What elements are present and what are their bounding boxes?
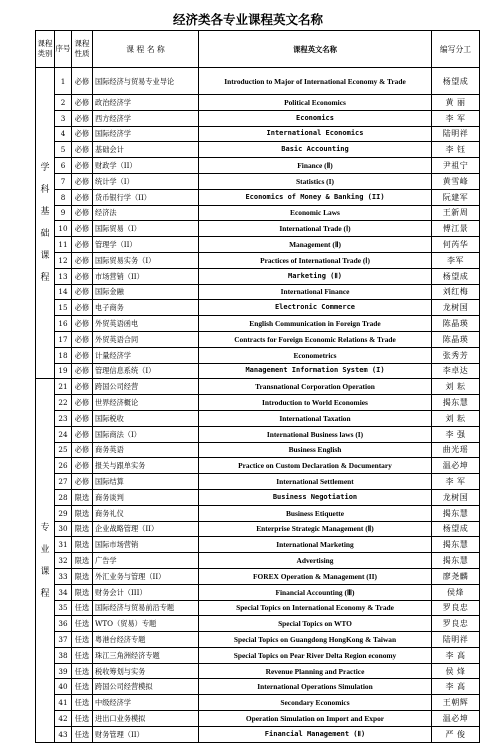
course-table [35, 30, 480, 743]
table-row [36, 663, 480, 679]
table-row [36, 726, 480, 742]
row-name-en: Business English [199, 442, 432, 458]
row-name-en: Marketing (Ⅱ) [199, 268, 432, 284]
row-author: 曲光瑶 [432, 442, 480, 458]
row-name-en: Special Topics on International Economy & Trade [199, 600, 432, 616]
row-name-en: Special Topics on WTO [199, 616, 432, 632]
row-author: 刘 耘 [432, 410, 480, 426]
row-type: 必修 [72, 205, 93, 221]
row-author: 傅江景 [432, 221, 480, 237]
row-author: 李 强 [432, 426, 480, 442]
row-name-cn: 管理信息系统（I） [93, 363, 199, 379]
row-type: 限选 [72, 505, 93, 521]
row-type: 必修 [72, 474, 93, 490]
table-body [36, 68, 480, 743]
row-type: 必修 [72, 268, 93, 284]
row-author: 李 高 [432, 679, 480, 695]
row-name-en: Finance (Ⅱ) [199, 158, 432, 174]
row-type: 限选 [72, 584, 93, 600]
row-name-cn: 世界经济概论 [93, 395, 199, 411]
row-name-cn: 经济法 [93, 205, 199, 221]
header-type: 课程性质 [72, 31, 93, 68]
row-name-en: International Marketing [199, 537, 432, 553]
row-name-en: Economic Laws [199, 205, 432, 221]
row-no: 22 [55, 395, 72, 411]
row-name-cn: 国际贸易实务（I） [93, 252, 199, 268]
row-name-cn: 管理学（II） [93, 237, 199, 253]
row-author: 何芮华 [432, 237, 480, 253]
row-author: 黄雪峰 [432, 173, 480, 189]
row-name-cn: 西方经济学 [93, 110, 199, 126]
row-name-cn: 广告学 [93, 553, 199, 569]
header-no: 序号 [55, 31, 72, 68]
table-row [36, 268, 480, 284]
row-no: 3 [55, 110, 72, 126]
row-author: 李 军 [432, 474, 480, 490]
row-no: 11 [55, 237, 72, 253]
row-author: 尹祖宁 [432, 158, 480, 174]
table-row [36, 205, 480, 221]
row-author: 李 军 [432, 110, 480, 126]
row-no: 23 [55, 410, 72, 426]
row-name-en: Management (Ⅱ) [199, 237, 432, 253]
row-type: 任选 [72, 711, 93, 727]
row-name-cn: 国际市场营销 [93, 537, 199, 553]
row-name-cn: 电子商务 [93, 300, 199, 316]
header-name-en: 课程英文名称 [199, 31, 432, 68]
table-row [36, 110, 480, 126]
row-type: 任选 [72, 632, 93, 648]
row-author: 张秀芳 [432, 347, 480, 363]
row-type: 任选 [72, 726, 93, 742]
page-title: 经济类各专业课程英文名称 [172, 12, 323, 27]
row-no: 19 [55, 363, 72, 379]
row-name-en: International Settlement [199, 474, 432, 490]
table-row [36, 410, 480, 426]
row-name-cn: WTO（贸易）专题 [93, 616, 199, 632]
table-row [36, 347, 480, 363]
row-name-en: Operation Simulation on Import and Expor [199, 711, 432, 727]
row-name-cn: 财政学（II） [93, 158, 199, 174]
row-name-cn: 企业战略管理（II） [93, 521, 199, 537]
header-name-cn: 课 程 名 称 [93, 31, 199, 68]
row-type: 必修 [72, 173, 93, 189]
row-author: 李 钰 [432, 142, 480, 158]
row-no: 24 [55, 426, 72, 442]
row-no: 14 [55, 284, 72, 300]
row-type: 必修 [72, 189, 93, 205]
row-type: 必修 [72, 379, 93, 395]
row-type: 必修 [72, 158, 93, 174]
table-row [36, 695, 480, 711]
row-author: 刘红梅 [432, 284, 480, 300]
row-name-en: International Business laws (I) [199, 426, 432, 442]
row-author: 杨望成 [432, 268, 480, 284]
row-type: 任选 [72, 600, 93, 616]
row-name-en: International Finance [199, 284, 432, 300]
row-author: 温必坤 [432, 458, 480, 474]
row-name-cn: 进出口业务模拟 [93, 711, 199, 727]
row-type: 必修 [72, 110, 93, 126]
table-row [36, 474, 480, 490]
row-author: 罗良忠 [432, 616, 480, 632]
table-row [36, 505, 480, 521]
row-author: 杨望成 [432, 68, 480, 95]
row-name-en: Financial Accounting (Ⅲ) [199, 584, 432, 600]
row-type: 必修 [72, 426, 93, 442]
row-name-cn: 税收筹划与实务 [93, 663, 199, 679]
row-author: 刘 耘 [432, 379, 480, 395]
row-name-cn: 商务礼仪 [93, 505, 199, 521]
row-name-cn: 国际经济学 [93, 126, 199, 142]
row-author: 王朝辉 [432, 695, 480, 711]
row-name-en: Economics of Money & Banking (II) [199, 189, 432, 205]
row-name-cn: 珠江三角洲经济专题 [93, 647, 199, 663]
table-row [36, 458, 480, 474]
row-name-cn: 国际金融 [93, 284, 199, 300]
table-row [36, 489, 480, 505]
row-name-cn: 国际税收 [93, 410, 199, 426]
table-row [36, 68, 480, 95]
row-no: 28 [55, 489, 72, 505]
table-row [36, 221, 480, 237]
table-row [36, 600, 480, 616]
row-no: 17 [55, 331, 72, 347]
table-row [36, 521, 480, 537]
row-name-en: Economics [199, 110, 432, 126]
row-no: 27 [55, 474, 72, 490]
row-name-cn: 市场营销（II） [93, 268, 199, 284]
row-author: 揭东慧 [432, 553, 480, 569]
row-no: 37 [55, 632, 72, 648]
row-no: 12 [55, 252, 72, 268]
row-author: 罗良忠 [432, 600, 480, 616]
row-type: 任选 [72, 616, 93, 632]
table-row [36, 584, 480, 600]
row-author: 黄 丽 [432, 95, 480, 111]
row-name-cn: 财务会计（III） [93, 584, 199, 600]
row-name-en: Special Topics on Guangdong HongKong & Taiwan [199, 632, 432, 648]
row-author: 廖尧麟 [432, 568, 480, 584]
row-name-en: Secondary Economics [199, 695, 432, 711]
row-name-en: International Trade (Ⅰ) [199, 221, 432, 237]
row-name-en: Business Etiquette [199, 505, 432, 521]
table-row [36, 537, 480, 553]
row-no: 30 [55, 521, 72, 537]
row-no: 10 [55, 221, 72, 237]
table-row [36, 300, 480, 316]
table-row [36, 95, 480, 111]
row-no: 2 [55, 95, 72, 111]
row-no: 35 [55, 600, 72, 616]
row-name-en: Revenue Planning and Practice [199, 663, 432, 679]
row-name-cn: 基础会计 [93, 142, 199, 158]
table-row [36, 158, 480, 174]
row-name-en: Introduction to Major of International Economy & Trade [199, 68, 432, 95]
row-no: 25 [55, 442, 72, 458]
category-major-courses: 专业课程 [36, 379, 55, 742]
row-type: 任选 [72, 695, 93, 711]
row-name-cn: 财务管理（II） [93, 726, 199, 742]
table-row [36, 189, 480, 205]
table-row [36, 711, 480, 727]
row-author: 龙树国 [432, 300, 480, 316]
row-name-cn: 跨国公司经营模拟 [93, 679, 199, 695]
row-author: 侯 烽 [432, 663, 480, 679]
table-row [36, 363, 480, 379]
row-type: 限选 [72, 521, 93, 537]
table-row [36, 284, 480, 300]
row-author: 严 俊 [432, 726, 480, 742]
table-header-row [36, 31, 480, 68]
header-author: 编写分工 [432, 31, 480, 68]
row-name-cn: 商务英语 [93, 442, 199, 458]
row-name-cn: 计量经济学 [93, 347, 199, 363]
row-name-en: International Economics [199, 126, 432, 142]
row-type: 任选 [72, 663, 93, 679]
row-name-en: Management Information System (I) [199, 363, 432, 379]
row-name-en: Econometrics [199, 347, 432, 363]
row-name-en: Contracts for Foreign Economic Relations & Trade [199, 331, 432, 347]
row-name-en: Political Economics [199, 95, 432, 111]
row-name-cn: 国际贸易（I） [93, 221, 199, 237]
row-author: 杨望成 [432, 521, 480, 537]
row-name-en: International Operations Simulation [199, 679, 432, 695]
row-no: 13 [55, 268, 72, 284]
row-name-cn: 货币银行学（II） [93, 189, 199, 205]
row-name-cn: 中级经济学 [93, 695, 199, 711]
row-type: 限选 [72, 553, 93, 569]
row-name-en: FOREX Operation & Management (II) [199, 568, 432, 584]
table-row [36, 568, 480, 584]
table-row [36, 395, 480, 411]
row-author: 揭东慧 [432, 537, 480, 553]
row-type: 限选 [72, 489, 93, 505]
row-name-cn: 外贸英语函电 [93, 316, 199, 332]
row-no: 4 [55, 126, 72, 142]
row-name-cn: 国际结算 [93, 474, 199, 490]
row-name-cn: 国际经济与贸易专业导论 [93, 68, 199, 95]
row-name-en: Enterprise Strategic Management (Ⅱ) [199, 521, 432, 537]
header-category: 课程类别 [36, 31, 55, 68]
row-author: 王新周 [432, 205, 480, 221]
row-name-en: English Communication in Foreign Trade [199, 316, 432, 332]
row-type: 必修 [72, 300, 93, 316]
row-type: 任选 [72, 679, 93, 695]
row-name-en: Transnational Corporation Operation [199, 379, 432, 395]
row-author: 李卓达 [432, 363, 480, 379]
row-type: 必修 [72, 395, 93, 411]
row-author: 龙树国 [432, 489, 480, 505]
row-name-cn: 外汇业务与管理（II） [93, 568, 199, 584]
row-no: 38 [55, 647, 72, 663]
table-row [36, 379, 480, 395]
row-name-en: Financial Management (Ⅱ) [199, 726, 432, 742]
row-type: 必修 [72, 252, 93, 268]
row-no: 40 [55, 679, 72, 695]
row-no: 32 [55, 553, 72, 569]
row-name-cn: 报关与跟单实务 [93, 458, 199, 474]
row-name-en: Electronic Commerce [199, 300, 432, 316]
row-type: 必修 [72, 284, 93, 300]
row-no: 21 [55, 379, 72, 395]
row-type: 必修 [72, 68, 93, 95]
row-author: 温必坤 [432, 711, 480, 727]
row-name-en: Business Negotiation [199, 489, 432, 505]
table-row [36, 426, 480, 442]
row-type: 必修 [72, 331, 93, 347]
row-name-en: Practice on Custom Declaration & Documentary [199, 458, 432, 474]
table-row [36, 237, 480, 253]
row-type: 限选 [72, 537, 93, 553]
row-name-cn: 商务谈判 [93, 489, 199, 505]
row-no: 39 [55, 663, 72, 679]
row-name-en: Practices of International Trade (Ⅰ) [199, 252, 432, 268]
row-no: 31 [55, 537, 72, 553]
table-row [36, 126, 480, 142]
row-name-cn: 国际商法（I） [93, 426, 199, 442]
row-name-cn: 粤港台经济专题 [93, 632, 199, 648]
row-name-cn: 政治经济学 [93, 95, 199, 111]
row-no: 34 [55, 584, 72, 600]
row-author: 侯烽 [432, 584, 480, 600]
row-name-cn: 统计学（I） [93, 173, 199, 189]
row-type: 必修 [72, 142, 93, 158]
row-name-cn: 外贸英语合同 [93, 331, 199, 347]
table-row [36, 142, 480, 158]
row-no: 42 [55, 711, 72, 727]
row-no: 7 [55, 173, 72, 189]
row-no: 43 [55, 726, 72, 742]
row-type: 必修 [72, 410, 93, 426]
row-type: 必修 [72, 316, 93, 332]
row-type: 必修 [72, 95, 93, 111]
row-no: 41 [55, 695, 72, 711]
table-row [36, 442, 480, 458]
row-type: 必修 [72, 442, 93, 458]
row-no: 16 [55, 316, 72, 332]
table-row [36, 553, 480, 569]
row-no: 5 [55, 142, 72, 158]
row-name-en: Introduction to World Economies [199, 395, 432, 411]
row-author: 阮建军 [432, 189, 480, 205]
row-type: 任选 [72, 647, 93, 663]
row-type: 必修 [72, 237, 93, 253]
row-author: 陆明祥 [432, 632, 480, 648]
row-name-en: Basic Accounting [199, 142, 432, 158]
row-no: 8 [55, 189, 72, 205]
table-row [36, 679, 480, 695]
row-author: 陆明祥 [432, 126, 480, 142]
row-type: 必修 [72, 363, 93, 379]
row-type: 必修 [72, 458, 93, 474]
row-no: 36 [55, 616, 72, 632]
row-author: 李 高 [432, 647, 480, 663]
table-row [36, 331, 480, 347]
row-no: 15 [55, 300, 72, 316]
row-name-en: Statistics (I) [199, 173, 432, 189]
table-row [36, 316, 480, 332]
row-no: 1 [55, 68, 72, 95]
row-author: 揭东慧 [432, 395, 480, 411]
table-row [36, 632, 480, 648]
row-no: 6 [55, 158, 72, 174]
table-row [36, 252, 480, 268]
row-author: 陈晶瑛 [432, 331, 480, 347]
row-name-en: Advertising [199, 553, 432, 569]
row-author: 陈晶瑛 [432, 316, 480, 332]
row-no: 9 [55, 205, 72, 221]
row-type: 必修 [72, 126, 93, 142]
table-row [36, 647, 480, 663]
table-row [36, 616, 480, 632]
category-basic-courses: 学科基础课程 [36, 68, 55, 379]
row-name-cn: 跨国公司经营 [93, 379, 199, 395]
row-name-en: Special Topics on Pear River Delta Region economy [199, 647, 432, 663]
row-type: 限选 [72, 568, 93, 584]
row-type: 必修 [72, 347, 93, 363]
row-no: 18 [55, 347, 72, 363]
row-name-cn: 国际经济与贸易前沿专题 [93, 600, 199, 616]
row-name-en: International Taxation [199, 410, 432, 426]
row-author: 揭东慧 [432, 505, 480, 521]
row-type: 必修 [72, 221, 93, 237]
row-no: 33 [55, 568, 72, 584]
table-row [36, 173, 480, 189]
row-no: 29 [55, 505, 72, 521]
row-no: 26 [55, 458, 72, 474]
row-author: 李军 [432, 252, 480, 268]
